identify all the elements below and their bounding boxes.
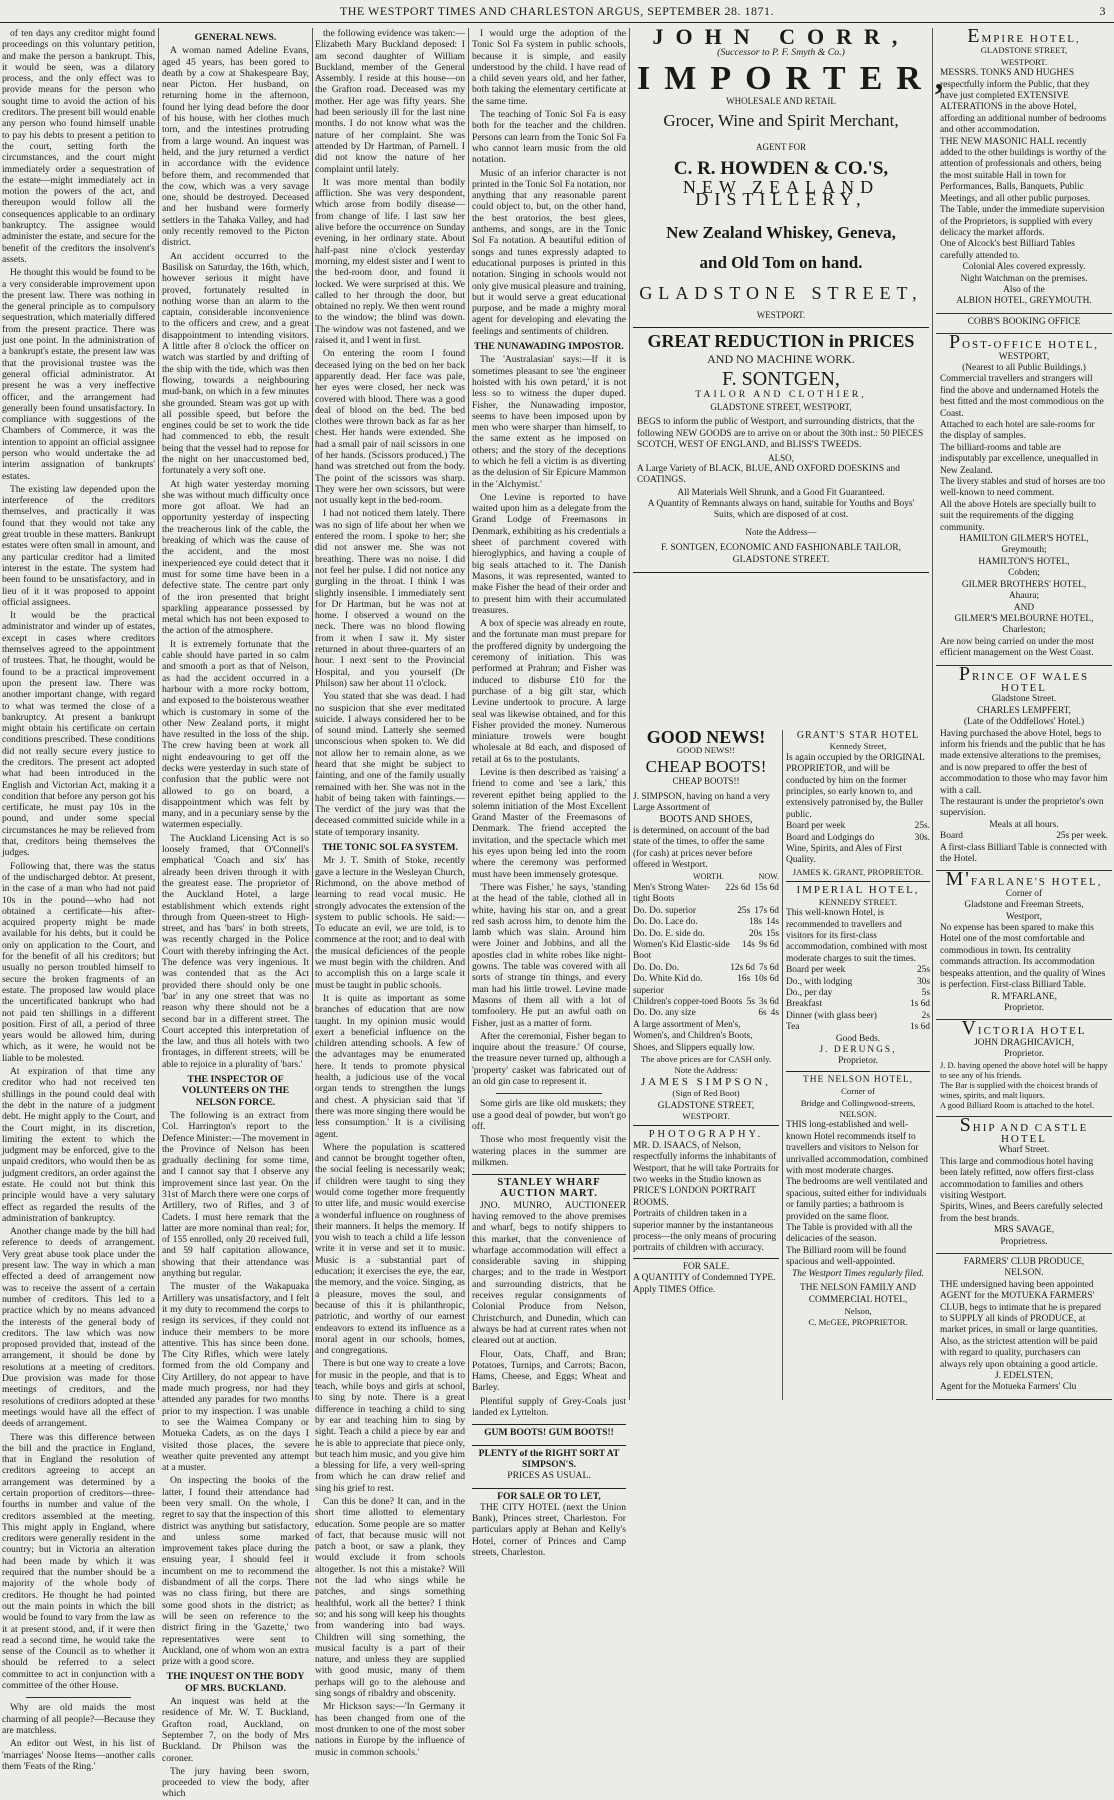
article-paragraph: The jury having been sworn, proceeded to view the body, after which <box>162 1765 309 1800</box>
ad-line: Charleston; <box>1002 625 1046 636</box>
article-paragraph: One Levine is reported to have waited upon him as a delegate from the Grand Lodge of Freemasons in Denmark, exhibiting as his credentials a sheet of parchment covered with hieroglyphics, and having a couple of big seals attached to it. The Danish Masons, it was represented, wanted to make Fisher the head of their order and to present him with their accumulated treasures. <box>472 491 626 616</box>
article-paragraph: The teaching of Tonic Sol Fa is easy both for the teacher and the children. Persons can learn from the Tonic Sol Fa who cannot learn music from the old notation. <box>472 109 626 166</box>
price-value: 25s. <box>914 821 930 832</box>
ad-line: NELSON. <box>1004 1268 1044 1279</box>
price-value: 15s 6d <box>754 882 779 893</box>
article-paragraph: It is extremely fortunate that the cable should have parted in so calm and smooth a port as that of Nelson, as had the accident occurred in a harbour with a more rocky bottom, and exposed to the boisterous weather which is customary in some of the other New Zealand ports, it might have resulted in the loss of the ship. The crew having been at work all night endeavouring to get off the decks were yesterday in such state of confusion that the public were not allowed to go on board, a disappointment which was felt by many, and in a pecuniary sense by the watermen especially. <box>162 638 309 831</box>
price-label: Do. Do. Lace do. <box>633 917 698 928</box>
price-row <box>786 833 930 844</box>
ad-body: Night Watchman on the premises. <box>960 273 1088 284</box>
ad-body: MESSRS. TONKS AND HUGHES respectfully inform the Public, that they have just completed EXTENSIVE ALTERATIONS in the above Hotel, affording an additional number of bedrooms and other accommodation. <box>940 68 1107 136</box>
ad-body: Spirits, Wines, and Beers carefully selected from the best brands. <box>940 1202 1103 1224</box>
article-paragraph: There was this difference between the bill and the practice in England, that in England the resolution of creditors agreeing to accept an arrangement was determined by a certain proportion of creditors—three-fourths in number and value of the creditors assembled at the meeting. This might apply in England, where creditors were generally resident in the country; but in Victoria an alteration had been made by which it was required that the number should be a majority of the whole body of creditors. He thought he had pointed out the main points in which the bill would be found to vary from the law as it at present stood, and, if it were then read a second time, he would take the sense of the Council as to whether it should be referred to a select committee to act in conjunction with a committee of the other House. <box>2 1431 155 1692</box>
price-col: WORTH. <box>693 872 724 882</box>
ad-body: Attached to each hotel are sale-rooms for the display of samples. <box>940 420 1095 442</box>
ad-body: The restaurant is under the proprietor's own supervision. <box>940 797 1104 819</box>
column-rule <box>629 28 630 1400</box>
price-value: 5s <box>921 987 930 998</box>
ad-body: A good Billiard Room is attached to the hotel. <box>940 1100 1095 1110</box>
article-paragraph: A box of specie was already en route, and the fortunate man must prepare for the proffered dignity by undergoing the ceremony of initiation. This was performed at Prahran; and Fisher was induced to disburse £10 for the purchase of a big gilt star, which Levine undertook to procure. A large seal was likewise obtained, and for this Fisher provided the money. Numerous miniature trowels were bought wholesale at 8d each, and disposed of retail at 6s to the postulants. <box>472 618 626 765</box>
article-paragraph: The existing law depended upon the interference of the creditors themselves, and practically it was found that they would not take any great trouble in these matters. Bankrupt estates were often small in amount, and any particular creditor had a limited interest in the estate. The system had been found to be unsatisfactory, and in lieu of it it was proposed to appoint official assignees. <box>2 483 155 608</box>
filler-paragraph: Those who most frequently visit the watering places in the summer are milkmen. <box>472 1134 626 1168</box>
ad-line: Proprietor. <box>1004 1002 1044 1013</box>
price-value: 18s <box>748 917 762 928</box>
price-header <box>633 871 779 882</box>
ad-line: Note the Address— <box>745 526 817 537</box>
price-label: Children's copper-toed Boots <box>633 996 743 1007</box>
ad-line: GILMER BROTHERS' HOTEL, <box>961 579 1087 590</box>
ad-title: FOR SALE OR TO LET, <box>497 1490 601 1502</box>
price-value: 25s <box>737 905 751 916</box>
ad-name: GRANT'S STAR HOTEL <box>796 730 920 741</box>
ad-line: WHOLESALE AND RETAIL <box>726 96 836 106</box>
ad-body: The Table is provided with all the delicacies of the season. <box>786 1223 913 1245</box>
ad-line: All Materials Well Shrunk, and a Good Fit Guaranteed. <box>677 487 885 498</box>
cobbs-ad: COBB'S BOOKING OFFICE <box>936 314 1112 334</box>
post-office-hotel-ad <box>936 331 1112 665</box>
ad-name: SHIP AND CASTLE HOTEL <box>959 1113 1089 1145</box>
ad-line: AGENT FOR <box>755 142 807 152</box>
price-value: 25s <box>916 965 930 976</box>
ad-body: THE CITY HOTEL (next the Union Bank), Princes street, Charleston. For particulars apply at Behan and Kelly's Hotel, corner of Princes and Camp streets, Charleston. <box>472 1501 626 1558</box>
filler-paragraph: Some girls are like old muskets; they use a good deal of powder, but won't go off. <box>472 1098 626 1132</box>
article-paragraph: On entering the room I found deceased lying on the bed on her back apparently dead. Her face was pale, her eyes were closed, her neck was covered with blood. There was a good deal of blood on the bed. The bed clothes were thrown back as far as her chest. Her hands were extended. She had a small pair of nail scissors in one of her hands. (Scissors produced.) The hand was stretched out from the body. The point of the scissors was sharp. They were her own scissors, but were not usually kept in the bed-room. <box>315 348 465 507</box>
ad-line: and Old Tom on hand. <box>699 253 863 272</box>
ad-body: J. D. having opened the above hotel will be happy to see any of his friends. <box>940 1060 1108 1080</box>
ad-line: J. DERUNGS, <box>819 1044 897 1055</box>
price-value: 4s <box>770 1008 779 1019</box>
price-label: Board and Lodgings do <box>786 832 875 843</box>
ad-line: Wine, Spirits, and Ales of First Quality. <box>786 844 903 866</box>
price-row <box>633 997 779 1008</box>
article-paragraph: Can this be done? It can, and in the short time allotted to elementary education. Some people are so matter of fact, that because music will not patch a boot, or saw a plank, they would exclude it from schools altogether. Is not this a mistake? Will not the lad who sings while he patches, and sings something healthful, work all the better? I think so; and his song will keep his thoughts from wandering into bad ways. Children will sing something, the musical faculty is a part of their nature, and unless they are supplied with good music, many of them perhaps will go to the alehouse and sing songs of ribaldry and obscenity. <box>315 1496 465 1700</box>
article-paragraph: An accident occurred to the Basilisk on Saturday, the 16th, which, however serious it might have proved, fortunately resulted in nothing worse than an alarm to the captain, considerable inconvenience to the officers and crew, and a great disappointment to intending visitors. A little after 8 o'clock the officer on watch was startled by and drifting of the ship with the tide, which was then flowing, towards a neighbouring mud-bank, on which in a few minutes she grounded. Steam was got up with all possible speed, but before the engines could be set to work the tide had commenced to ebb, the result being that the vessel had to repose for the night on her unaccustomed bed, fortunately a very soft one. <box>162 250 309 477</box>
divider <box>496 1093 602 1094</box>
ad-body: THIS long-established and well-known Hotel recommends itself to travellers and visitors to Nelson for unrivalled accommodation, combined with most moderate charges. <box>786 1120 928 1177</box>
price-row <box>633 929 779 940</box>
prince-of-wales-ad <box>936 662 1112 872</box>
article-paragraph: Another change made by the bill had reference to deeds of arrangement. Very great abuse took place under the present law. The way in which a man effected a deed of arrangement now was to receive the assent of a certain number of creditors. This led to a practice which by no means advanced the interests of the general body of creditors. The law which was now proposed provided that, instead of the arrangement, it should be done by resolutions at a meeting of creditors. Due provision was made for those meetings of creditors, and the resolutions of creditors adopted at these meetings would have all the effect of deeds of arrangement. <box>2 1226 155 1430</box>
ad-line: ALBION HOTEL, GREYMOUTH. <box>956 296 1092 307</box>
ad-name: JAMES SIMPSON, <box>640 1075 772 1088</box>
price-value: 12s 6d <box>730 962 755 973</box>
article-paragraph: Mr J. T. Smith of Stoke, recently gave a lecture in the Wesleyan Church, Richmond, on the above method of learning to read vocal music. He strongly advocates the extension of the system to public schools. He said:—To educate an evil, we are told, is to commence at the root; and to deal with the musical deficiences of the people we must begin with the children. And to accomplish this on a large scale it must be taught in public schools. <box>315 855 465 991</box>
article-paragraph: Mr Hickson says:—'In Germany it has been changed from one of the most drunken to one of the most sober nations in Europe by the influence of music in common schools.' <box>315 1701 465 1758</box>
ad-line: Kennedy Street, <box>829 741 887 752</box>
ad-line: Good Beds. <box>835 1033 881 1044</box>
ad-line: GOOD NEWS!! <box>676 745 736 756</box>
article-paragraph: The 'Australasian' says:—If it is sometimes pleasant to see 'the engineer hoisted with his own petard,' it is not less so to witness the duper duped. Fisher, the Nunawading impostor, seems to have been imposed upon by men who were sharper than himself, to the same extent as he imposed on others; and the story of the deceptions to which he fell a victim is as diverting as the delusion of Sir Epicure Mammon in the 'Alchymist.' <box>472 354 626 490</box>
ad-line: GILMER'S MELBOURNE HOTEL, <box>954 613 1094 624</box>
ad-name: THE NELSON HOTEL, <box>803 1074 913 1085</box>
price-label: Do. White Kid do. superior <box>633 974 703 996</box>
ad-name: JOHN CORR, <box>652 24 910 49</box>
price-list <box>633 883 779 1020</box>
ad-body: Is again occupied by the ORIGINAL PROPRIETOR, and will be conducted by him on the former principles, so early known to, and extensively patronised by, the Buller public. <box>786 752 925 820</box>
price-col: NOW. <box>758 872 779 882</box>
ship-and-castle-ad <box>936 1113 1112 1254</box>
price-label: Do. Do. any size <box>633 1008 696 1019</box>
ad-body: J. SIMPSON, having on hand a very Large Assortment of <box>633 791 770 814</box>
ad-line: THE NELSON FAMILY AND COMMERCIAL HOTEL, <box>800 1283 916 1305</box>
plenty-ad <box>472 1445 626 1482</box>
price-value: 1s 6d <box>909 1022 930 1033</box>
ad-name: VICTORIA HOTEL <box>961 1017 1087 1040</box>
article-paragraph: 'There was Fisher,' he says, 'standing at the head of the table, clothed all in white, having his star on, and a great red sash across him, to denote him the lamb which was slain. Around him were Joiner and Jobbins, and all the apostles clad in white robes like night-gowns. The table was covered with all sorts of strange tin things, and every man had his little trowel. Levine made Masons of them all with a lot of tomfoolery. He put an awful oath on Fisher, just as a matter of form. <box>472 881 626 1029</box>
column-1 <box>2 28 155 1772</box>
article-paragraph: At expiration of that time any creditor who had not received ten shillings in the pound could deal with the debt in the nature of a judgment debt. He might apply to the Court, and the Court might, in its discretion, limiting the extent to which the judgment may be enforced, give to the unpaid creditors, who would then be as judgment creditors, an order against the estate. He could not but think this principle would have a very salutary effect as regarded the results of the administration of bankruptcy. <box>2 1066 155 1224</box>
ad-line: HAMILTON'S HOTEL, <box>978 556 1070 567</box>
ad-line: GLADSTONE STREET, WESTPORT, <box>710 402 852 412</box>
ad-line: GLADSTONE STREET, <box>657 1099 755 1111</box>
ad-headline: GREAT REDUCTION in PRICES <box>647 331 915 351</box>
ad-body: The Westport Times regularly filed. <box>792 1268 924 1279</box>
ad-body: BEGS to inform the public of Westport, and surrounding districts, that the following NEW GOODS are to arrive on or about the 30th inst.: 50 PIECES SCOTCH, WEST OF ENGLAND, and BLISS'S TWEEDS. <box>637 417 924 450</box>
price-row <box>786 1011 930 1022</box>
price-row <box>786 1022 930 1033</box>
ad-items: Flour, Oats, Chaff, and Bran; Potatoes, Turnips, and Carrots; Bacon, Hams, Cheese, and Eggs; Wheat and Barley. <box>472 1348 626 1394</box>
ad-line: GLADSTONE STREET, <box>980 45 1068 56</box>
ad-body: Are now being carried on under the most efficient management on the West Coast. <box>940 636 1094 659</box>
column-rule <box>158 28 159 1400</box>
article-paragraph: The Auckland Licensing Act is so loosely framed, that O'Connell's emphatical 'Coach and six' has already been driven through it with the greatest ease. The proprietor of the Auckland Hotel, a large establishment which extends right through from Queen-street to High-street, and has 'bars' in both streets, was recently charged in the Police Court with thereby infringing the Act. The defence was very ingenious. It was contended that as the Act provided there should only be one 'bar' in any one street that was no reason why there should not be a second bar in a different street. The Court accepted this interpretation of the law, and thus all hotels with two frontages, in different streets, will be able to rejoice in a plurality of 'bars.' <box>162 832 309 1070</box>
ad-line: Westport, <box>1006 911 1042 922</box>
ad-line: J. EDELSTEN, <box>994 1371 1054 1382</box>
article-paragraph: I had not noticed them lately. There was no sign of life about her when we entered the room. I spoke to her; she did not answer me. She was not breathing. There was no noise. I did not feel her pulse. I did not notice any gurgling in the throat. I think I was slightly insensible. I immediately sent for Dr Hartman, but he was not at home. I observed a wound on the neck. There was no blood flowing from it when I saw it. My sister returned in about three-quarters of an hour. I next sent to the Provincial Hospital, and you yourself (Dr Philson) saw her about 11 o'clock. <box>315 508 465 689</box>
ad-name: M'FARLANE'S HOTEL, <box>945 868 1103 891</box>
column-rule <box>782 730 783 1400</box>
ad-line: GLADSTONE STREET. <box>732 553 830 565</box>
price-label: Do. Do. Do. <box>633 962 680 973</box>
price-row <box>633 906 779 917</box>
ad-line: TAILOR AND CLOTHIER, <box>695 389 867 400</box>
price-row <box>786 977 930 988</box>
price-label: Do., per day <box>786 987 833 998</box>
article-paragraph: Levine is then described as 'raising' a friend to come and 'see a lark,' this reverent epithet being applied to the solemn initiation of the Most Excellent Grand Master of the Freemasons of Denmark. The friend accepted the invitation, and the spectacle which met his eyes upon being led into the room where the ceremony was performed must have been immensely grotesque. <box>472 767 626 880</box>
masthead <box>0 0 1114 23</box>
article-paragraph: After the ceremonial, Fisher began to inquire about the treasure.' Of course, the treasure never turned up, although a 'property' casket was fabricated out of an old gin case to represent it. <box>472 1030 626 1088</box>
price-value: 14s <box>765 917 779 928</box>
price-row <box>633 974 779 997</box>
price-row <box>786 965 930 976</box>
ad-line: Cobden; <box>1008 568 1040 579</box>
price-value: 3s 6d <box>758 996 779 1007</box>
ad-line: C. R. HOWDEN & CO.'S, <box>673 158 889 179</box>
column-rule <box>932 28 933 1400</box>
ad-body: The bedrooms are well ventilated and spacious, suited either for individuals or family parties; a bathroom is provided on the same floor. <box>786 1177 928 1222</box>
ad-body: is determined, on account of the bad state of the times, to offer the same (for cash) at prices never before offered in Westport. <box>633 825 770 871</box>
price-value: 22s 6d <box>725 882 751 893</box>
ads-right-column <box>936 25 1112 1400</box>
ads-left-sub <box>633 727 779 1296</box>
ad-line: NEW ZEALAND DISTILLERY, <box>682 177 880 209</box>
ad-line: HAMILTON GILMER'S HOTEL, <box>959 534 1089 545</box>
ad-body: One of Alcock's best Billiard Tables carefully attended to. <box>940 239 1075 261</box>
price-value: 10s 6d <box>754 974 779 985</box>
ad-body: This large and commodious hotel having been lately refitted, now offers first-class accommodation to families and others visiting Westport. <box>940 1156 1094 1201</box>
price-label: Board per week <box>786 965 846 976</box>
ad-headline: CHEAP BOOTS! <box>645 756 767 776</box>
article-paragraph: An inquest was held at the residence of Mr. W. T. Buckland, Grafton road, Auckland, on September 7, on the body of Mrs Buckland. Dr Philson was the coroner. <box>162 1696 309 1764</box>
article-paragraph: He thought this would be found to be a very considerable improvement upon the present law. There was nothing in the general principle as to compulsory sequestration, which materially differed from the present practice. There was just one point. In the administration of a bankrupt's estate, the present law was that the provisional trustee was the general official administrator. At present he was a very ineffective officer, and the arrangement had generally been found unsatisfactory. In compliance with suggestions of the Chambers of Commerce, it was the intention to appoint an official assignee person who would undertake the ad interim assignation of bankrupts' estates. <box>2 267 155 482</box>
ad-line: WESTPORT. <box>633 1111 779 1126</box>
ad-body: Having purchased the above Hotel, begs to inform his friends and the public that he has made extensive alterations to the premises, and is now prepared to offer the best of accommodation to those who may favor him with a call. <box>940 728 1108 796</box>
price-value: 14s <box>741 939 755 950</box>
ad-line: Note the Address: <box>674 1065 738 1076</box>
price-row <box>633 917 779 928</box>
ad-sub: (Successor to P. F. Smyth & Co.) <box>717 47 845 58</box>
ad-line: Grocer, Wine and Spirit Merchant, <box>663 111 899 130</box>
ad-body: The livery stables and stud of horses are too well-known to need comment. <box>940 477 1106 499</box>
price-row <box>633 1008 779 1019</box>
ad-line: Meals at all hours. <box>989 819 1059 830</box>
section-heading: THE NUNAWADING IMPOSTOR. <box>474 341 624 353</box>
ad-line: A Large Variety of BLACK, BLUE, AND OXFORD DOESKINS and COATINGS. <box>637 463 900 485</box>
price-value: 6s <box>758 1008 767 1019</box>
ad-line: WESTPORT. <box>1000 56 1048 67</box>
price-label: Do. Do. superior <box>633 905 697 916</box>
ad-line: WESTPORT, <box>998 351 1050 362</box>
ad-title: FOR SALE. <box>682 1261 730 1272</box>
section-heading: THE INSPECTOR OF VOLUNTEERS ON THE NELSON FORCE. <box>181 1074 290 1108</box>
ad-line: (Late of the Oddfellows' Hotel.) <box>963 717 1085 728</box>
price-value: 15s <box>765 928 779 939</box>
ad-body: A large assortment of Men's, Women's, and Children's Boots, Shoes, and Slippers equally low. <box>633 1019 755 1053</box>
article-paragraph: There is but one way to create a love for music in the people, and that is to teach, while boys and girls at school, to sing by note. There is a great difference in teaching a child to sing by ear and teaching him to sing by sight. Teach a child a piece by ear and he is able to appreciate that piece only, but teach him music, and you give him a blessing for life, a very well-spring from which he can draw relief and sing his grief to rest. <box>315 1358 465 1494</box>
price-value: 7s 6d <box>758 962 779 973</box>
filler-paragraph: Why are old maids the most charming of all people?—Because they are matchless. <box>2 1702 155 1736</box>
ad-line: ALSO, <box>768 452 794 463</box>
ad-line: NELSON. <box>839 1109 877 1119</box>
price-value: 25s per week. <box>1056 831 1108 842</box>
price-label: Do. Do. E. side do. <box>633 928 705 939</box>
price-label: Dinner (with glass beer) <box>786 1010 877 1021</box>
ad-body: THE NEW MASONIC HALL recently added to the other buildings is worthy of the attention of professionals and others, being the most suitable Hall in town for Performances, Balls, Banquets, Public Meetings, and all other public purposes. <box>940 136 1107 204</box>
ad-line: WESTPORT. <box>756 310 806 320</box>
article-paragraph: The following is an extract from Col. Harrington's report to the Defence Minister:—The movement in the Province of Nelson has been gradually declining for some time, and I cannot say that I observe any improvement since last year. On the 31st of March there were one corps of Artillery, two of Rifles, and 3 of Cadets. I must here remark that the latter are more nominal than real; for, of 155 enrolled, only 20 received full, and 59 half capitation allowance, showing that their attendance was anything but regular. <box>162 1109 309 1280</box>
ad-name: FARMERS' CLUB PRODUCE, <box>963 1257 1085 1267</box>
victoria-hotel-ad <box>936 1017 1112 1116</box>
ad-headline: GOOD NEWS! <box>646 727 766 747</box>
price-value: 20s <box>748 928 762 939</box>
ad-line: AND NO MACHINE WORK. <box>707 352 855 366</box>
ad-body: This well-known Hotel, is recommended to travellers and visitors for its first-class accommodation, combined with most moderate charges to suit the times. <box>786 908 928 964</box>
ad-line: Proprietor. <box>1004 1049 1044 1060</box>
farmers-club-ad <box>936 1254 1112 1400</box>
ad-body: The billiard-rooms and table are indisputably par excellence, unequalled in New Zealand. <box>940 442 1099 476</box>
price-value: 30s. <box>914 832 930 843</box>
price-label: Women's Kid Elastic-side Boot <box>633 939 730 962</box>
ad-line: Greymouth; <box>1001 545 1047 556</box>
john-corr-ad <box>633 24 958 328</box>
ad-line: CHARLES LEMPFERT, <box>976 705 1072 716</box>
ad-line: C. McGEE, PROPRIETOR. <box>808 1317 908 1328</box>
masthead-title: THE WESTPORT TIMES AND CHARLESTON ARGUS, SEPTEMBER 28. 1871. <box>339 4 775 18</box>
column-rule <box>468 28 469 1400</box>
ad-line: F. SONTGEN, ECONOMIC AND FASHIONABLE TAILOR, <box>660 541 902 553</box>
sontgen-ad <box>633 328 929 573</box>
ad-line: Wharf Street. <box>998 1145 1050 1156</box>
section-heading: THE TONIC SOL FA SYSTEM. <box>322 842 458 854</box>
ad-name: F. SONTGEN, <box>722 368 840 390</box>
ads-right-sub <box>786 730 930 1329</box>
price-label: Board per week <box>786 821 846 832</box>
ad-body: No expense has been spared to make this Hotel one of the most comfortable and commodious in town. Its centrality commands attraction. Its accommodation bespeaks attention, and the quality of Wines is perfection. First-class Billiard Table. <box>940 923 1106 991</box>
ad-line: Proprietor. <box>786 1056 930 1071</box>
ad-name: PRINCE OF WALES HOTEL <box>958 662 1090 694</box>
ad-line: (Sign of Red Boot) <box>672 1088 740 1099</box>
article-paragraph: It would be the practical administrator and winder up of estates, except in cases where creditors themselves agreed to the appointment of trustees. That, he thought, would be found to be a practical improvement upon the present law. There was another important change, with regard to what was termed the close of a bankruptcy. At present a bankrupt might obtain his certificate on certain conditions prescribed. These conditions did not really secure every justice to the creditors. The present act adopted what had been introduced in the English and Victorian Act, making it a condition that before any person got his certificate, he must pay 10s in the pound, and under some special circumstances he may be relieved from that, creditors being themselves the judges. <box>2 610 155 859</box>
price-value: 16s <box>737 974 751 985</box>
ad-body: JNO. MUNRO, AUCTIONEER having removed to the above premises and wharf, begs to notify shippers to this market, that the convenience of wharfage accommodation will effect a considerable saving in shipping charges; and to the trade in Westport and surrounding districts, that he receives regular consignments of Colonial Produce from Nelson, Christchurch, and Dunedin, which can always be had at current rates when not cleared out at auction. <box>472 1199 626 1347</box>
gum-boots-ad: GUM BOOTS! GUM BOOTS!! <box>472 1424 626 1438</box>
ad-name: IMPERIAL HOTEL, <box>796 884 920 897</box>
ad-importer: IMPORTER, <box>637 60 958 97</box>
ad-title: PLENTY of the RIGHT SORT AT SIMPSON'S. <box>478 1447 620 1470</box>
ad-body: Commercial travellers and strangers will find the above and undernamed Hotels the best fitted and the most commodious on the Coast. <box>940 374 1104 419</box>
ad-line: PRICES AS USUAL. <box>507 1470 591 1482</box>
article-paragraph: The muster of the Wakapuaka Artillery was unsatisfactory, and I felt it my duty to recommend the corps to resign its services, if they could not induce their members to be more attentive. This has since been done. The City Rifles, which were lately formed from the old Company and City Artillery, do not appear to have made much progress, nor had they attended any parades for two months prior to my inspection. I was unable to see the Waimea Company or Motueka Cadets, as on the days I visited those places, the severe weather quite prevented any attempt at a muster. <box>162 1281 309 1474</box>
price-value: 1s 6d <box>909 999 930 1010</box>
price-value: 5s <box>746 996 755 1007</box>
ad-line: CHEAP BOOTS!! <box>672 776 740 787</box>
ad-line: JAMES K. GRANT, PROPRIETOR. <box>786 867 930 882</box>
ad-body: The Table, under the immediate supervision of the Proprietors, is supplied with every delicacy the market affords. <box>940 205 1105 238</box>
ad-line: Also of the <box>1003 284 1045 295</box>
price-label: Breakfast <box>786 999 822 1010</box>
page-number: 3 <box>1099 4 1106 18</box>
price-label: Board <box>940 831 963 842</box>
article-paragraph: It was more mental than bodily affliction. She was very despondent, which arose from bodily disease—from change of life. I last saw her alive before the occurrence on Sunday evening, in her ordinary state. About half-past nine o'clock yesterday morning, my eldest sister and I went to the bed-room door, and found it locked. We were surprised at this. We called to her through the door, but obtained no reply. We then went round to the window; the blind was down. The window was not fastened, and we raised it, and I went in first. <box>315 176 465 347</box>
ad-line: Gladstone and Freeman Streets, <box>964 900 1084 911</box>
ad-line: R. M'FARLANE, <box>991 991 1057 1002</box>
ad-line: JOHN DRAGHICAVICH, <box>974 1037 1074 1048</box>
ad-line: AND <box>1013 602 1035 613</box>
ad-line: KENNEDY STREET. <box>818 896 898 907</box>
ad-body: Colonial Ales covered expressly. <box>962 262 1086 273</box>
ad-line: Agent for the Motueka Farmers' Clu <box>940 1382 1077 1393</box>
price-row <box>786 999 930 1010</box>
filler-paragraph: An editor out West, in his list of 'marriages' Noose Items—another calls them 'Feats of the Ring.' <box>2 1738 155 1772</box>
ad-line: (Nearest to all Public Buildings.) <box>962 362 1086 373</box>
price-row <box>633 963 779 974</box>
ad-name: EMPIRE HOTEL, <box>967 25 1081 47</box>
column-3 <box>315 28 465 1758</box>
ad-name: POST-OFFICE HOTEL, <box>948 331 1099 354</box>
article-paragraph: the following evidence was taken:—Elizabeth Mary Buckland deposed: I am second daughter of William Buckland, member of the General Assembly. I reside at this house—on the Grafton road. Deceased was my mother. Her age was fifty years. She had been seriously ill for the last nine months. I do not know what was the nature of her complaint. She was attended by Dr Hartman, of Parnell. I did not know the nature of her complaint until lately. <box>315 28 465 175</box>
ad-line: The above prices are for CASH only. <box>640 1053 772 1064</box>
section-heading: GENERAL NEWS. <box>194 32 277 43</box>
ads-wide <box>633 24 958 573</box>
ad-body: Portraits of children taken in a superior manner by the instantaneous process—the only means of procuring portraits of children with accuracy. <box>633 1209 779 1259</box>
divider <box>26 1697 131 1698</box>
ad-line: Gladstone Street. <box>991 694 1057 705</box>
ad-line: Corner of <box>841 1086 875 1097</box>
price-row <box>940 831 1108 842</box>
ad-body: A first-class Billiard Table is connected with the Hotel. <box>940 842 1107 865</box>
price-value: 2s <box>921 1010 930 1021</box>
ad-line: MRS SAVAGE, <box>993 1225 1055 1236</box>
article-paragraph: At high water yesterday morning she was without much difficulty once more got afloat. We had an opportunity yesterday of inspecting the treacherous link of the cable, the breaking of which was the cause of the accident, and the most inexperienced eye could detect that it must for some time have been in a defective state. The centre part only of the iron presented that bright sparkling appearance possessed by metal which has not been exposed to the action of the atmosphere. <box>162 478 309 637</box>
article-paragraph: Following that, there was the status of the undischarged debtor. At present, in the case of a man who had not paid 10s in the pound—who had not obtained a certificate—his after-acquired property might be made available for his debts, but it could be only on application to the Court, and for the benefit of all his creditors; but usually no person troubled himself to secure the broken fragments of an estate. The proposed law would place the uncertificated bankrupt who had not paid ten shillings in a different position. First of all, a period of three years would be allowed him, during which, as it were, he would not be liable to be molested. <box>2 860 155 1064</box>
article-paragraph: It is quite as important as some branches of education that are now taught. In my opinion music would exert a beneficial influence on the children attending schools. A few of the advantages may be enumerated here. It tends to promote physical health, a judicious use of the vocal organ tends to strengthen the lungs and chest. A physician said that 'if there was more singing there would be less consumption.' It is a civilising agent. <box>315 992 465 1140</box>
column-4 <box>472 28 626 1558</box>
ad-line: A Quantity of Remnants always on hand, suitable for Youths and Boys' Suits, which are disposed of at cost. <box>647 498 915 520</box>
city-hotel-ad <box>472 1488 626 1559</box>
article-paragraph: Music of an inferior character is not printed in the Tonic Sol Fa notation, nor anything that any reasonable parent could object to, but, on the other hand, the best oratorios, the best glees, anthems, and songs, are in the Tonic Sol Fa notation. A beautiful edition of songs and tunes expressly adapted to educational purposes is printed in this notation. Singing in schools would not only give musical pleasure and training, but it would serve a great educational purpose, and be made a mighty moral agent for developing and elevating the feelings and sentiments of children. <box>472 167 626 337</box>
section-heading: THE INQUEST ON THE BODY OF MRS. BUCKLAND. <box>166 1671 305 1694</box>
ad-line: Ahaura; <box>1008 591 1040 602</box>
empire-hotel-ad <box>936 25 1112 314</box>
price-label: Do., with lodging <box>786 976 853 987</box>
mfarlane-hotel-ad <box>936 868 1112 1020</box>
price-list <box>786 821 930 844</box>
ad-line: BOOTS AND SHOES, <box>659 814 753 826</box>
price-row <box>633 940 779 963</box>
ad-body: The Billiard room will be found spacious and well-appointed. <box>786 1245 907 1268</box>
price-label: Tea <box>786 1022 800 1033</box>
price-value: 9s 6d <box>758 939 779 950</box>
column-rule <box>312 28 313 1400</box>
ad-title: PHOTOGRAPHY. <box>648 1129 764 1141</box>
article-paragraph: A woman named Adeline Evans, aged 45 years, has been gored to death by a cow at Shakespeare Bay, near Picton. Her husband, on returning home in the afternoon, found her lying dead before the door of his house, with her clothes much torn, and the intestines protruding from a large wound. An inquest was held, and the jury returned a verdict in accordance with the evidence before them, and recommended that the cow, which was a very savage one, should be destroyed. Deceased and her husband were formerly settlers in the Tahaka Valley, and had only recently removed to the Picton district. <box>162 45 309 249</box>
stanley-wharf-ad <box>472 1174 626 1418</box>
ad-line: New Zealand Whiskey, Geneva, <box>666 223 896 242</box>
price-list <box>786 965 930 1033</box>
price-row <box>786 988 930 999</box>
ad-line: Apply TIMES Office. <box>633 1284 716 1295</box>
price-value: 30s <box>916 976 930 987</box>
ad-line: Corner of <box>1005 888 1043 899</box>
price-row <box>786 821 930 832</box>
price-row <box>633 883 779 906</box>
ad-body: MR. D. ISAACS, of Nelson, respectfully informs the inhabitants of Westport, that he will take Portraits for two weeks in the Studio known as PRICE'S LONDON PORTRAIT ROOMS. <box>633 1140 779 1208</box>
article-paragraph: Where the population is scattered and cannot be brought together often, the social feeling is necessarily weak; if children were taught to sing they would come together more frequently to utter life, and music would exercise a wonderful influence on roughness of their manners. It helps the memory. If you wish to teach a child a life lesson write it in verse and set it to music. Music is a substantial part of education; it exercises the eye, the ear, the memory, and the voice. Singing, as a pleasure, moves the soul, and because of this it is philanthropic, patriotic, and worthy of our earnest endeavors to extend its influence as a moral agent in our schools, homes, and congregations. <box>315 1141 465 1357</box>
ad-line: Bridge and Collingwood-streets, <box>800 1097 916 1108</box>
ad-line: Proprietress. <box>1000 1236 1048 1247</box>
article-paragraph: I would urge the adoption of the Tonic Sol Fa system in public schools, because it is simple, and easily understood by the child. I have read of a child seven years old, and her father, both taking the elementary certificate at the same time. <box>472 28 626 107</box>
ad-line: Nelson, <box>844 1305 872 1316</box>
ad-body: The Bar is supplied with the choicest brands of wines, spirits, and malt liquors. <box>940 1080 1098 1100</box>
column-2 <box>162 28 309 1800</box>
ad-body: A QUANTITY of Condemned TYPE. <box>633 1273 776 1284</box>
ad-title: STANLEY WHARF AUCTION MART. <box>497 1177 601 1200</box>
ad-footer: Plentiful supply of Grey-Coals just landed ex Lyttelton. <box>472 1395 626 1419</box>
ad-body: All the above Hotels are specially built to suit the requirements of the digging community. <box>940 499 1096 533</box>
article-paragraph: You stated that she was dead. I had no suspicion that she ever meditated suicide. I always considered her to be of sound mind. Latterly she seemed unconscious when spoken to. We did not allow her to remain alone, as we heard that she might be subject to fainting, and one of the family usually remained with her. She was not in the habit of being taken with faintings.—The verdict of the jury was that the deceased committed suicide while in a state of temporary insanity. <box>315 691 465 838</box>
ad-line: GLADSTONE STREET, <box>639 283 923 303</box>
price-value: 17s 6d <box>754 905 779 916</box>
ad-body: THE undersigned having been appointed AGENT for the MOTUEKA FARMERS' CLUB, begs to intimate that he is prepared to SUPPLY all kinds of PRODUCE, at market prices, in small or large quantities. Also, as the strictest attention will be paid with regard to quality, purchasers can always rely upon obtaining a good article. <box>940 1279 1101 1370</box>
price-label: Men's Strong Water-tight Boots <box>633 882 711 905</box>
article-paragraph: of ten days any creditor might found proceedings on this voluntary petition, and make the person a bankrupt. This, it would be seen, was a dilatory process, and the only effect was to provide means for the person who sought time to avoid the action of his creditors. The present bill would enable any person who found himself unable to pay his debts to present a petition to the court, setting forth the circumstances, and the court might immediately order a sequestration of the estate—might immediately act in motion the powers of the act, and thereupon would follow all the consequences applicable to an ordinary bankruptcy. The assignee would administer the estate, and secure for the benefit of the creditors the insolvent's assets. <box>2 28 155 265</box>
article-paragraph: On inspecting the books of the latter, I found their attendance had been very small. On the whole, I regret to say that the inspection of this district was anything but satisfactory, and unless some marked improvement takes place during the ensuing year, I should feel it incumbent on me to recommend the disbandment of all the corps. There was no class firing, but there are some good shots in the district; as will be seen on reference to the district firing in the 'Gazette,' two representatives were sent to Auckland, one of whom won an extra prize with a good score. <box>162 1475 309 1668</box>
